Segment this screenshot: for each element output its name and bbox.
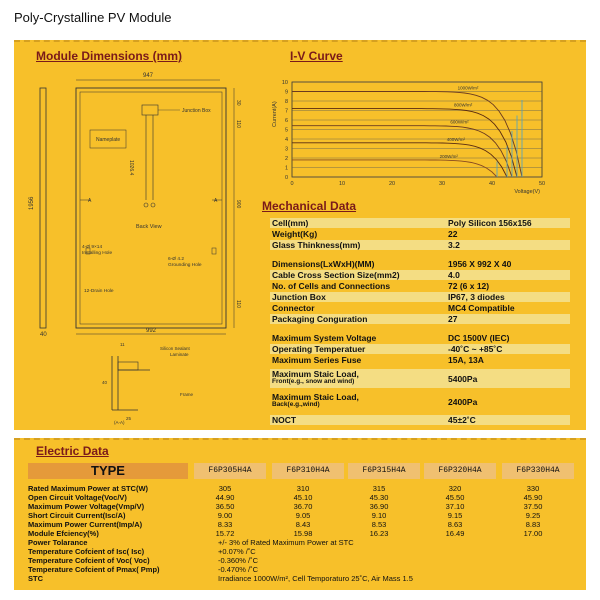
electric-value: 45.30 [369,493,389,502]
mechanical-value: 4.0 [448,270,460,280]
grounding-hole-label: 6-Ø 4.2 Grounding Hole [168,257,202,268]
dim-11: 11 [120,342,125,347]
mechanical-row [270,229,572,240]
model-header: F6P310H4A [272,463,344,479]
mechanical-key: Maximum System Voltage [272,333,377,343]
mechanical-value-bg [442,240,570,250]
electric-value: 305 [218,484,232,493]
mechanical-row [270,314,572,325]
iv-series-label: 600W/m² [450,119,469,125]
iv-y-label: Current(A) [272,101,278,127]
iv-x-tick: 50 [538,181,546,187]
page-title: Poly-Crystalline PV Module [14,10,172,25]
mechanical-key: Maximum Staic Load, [272,369,359,379]
mechanical-key-sub: Back(e.g.,wind) [272,401,320,408]
electric-value: 44.90 [215,493,235,502]
electric-span-value: +0.07% /˚C [218,547,256,556]
section-label: (A-A) [114,420,125,425]
mechanical-row [270,270,572,281]
mechanical-value: 3.2 [448,240,460,250]
right-dim-1: 30 [235,100,241,106]
mechanical-row [270,218,572,229]
model-header: F6P305H4A [194,463,266,479]
electric-key: Maximum Power Current(Imp/A) [28,520,143,529]
electric-value: 17.00 [523,529,543,538]
electric-row [28,565,568,574]
mechanical-key: Packaging Conguration [272,314,368,324]
silicon-sealant-label: Silicon Sealant [160,346,190,351]
electric-value: 9.00 [217,511,233,520]
electric-row [28,484,568,493]
iv-series-label: 800W/m² [454,102,473,108]
electric-row [28,547,568,556]
mechanical-value: IP67, 3 diodes [448,292,505,302]
mechanical-value: -40˚C ~ +85˚C [448,344,503,354]
electric-value: 45.10 [293,493,313,502]
electric-key: Maximum Power Voltage(Vmp/V) [28,502,145,511]
junction-box-label: Junction Box [182,108,211,114]
iv-y-tick: 0 [284,175,288,181]
width-top: 947 [142,73,154,79]
electric-row [28,556,568,565]
model-header: F6P320H4A [424,463,496,479]
electric-value: 15.98 [293,529,313,538]
model-header: F6P330H4A [502,463,574,479]
iv-x-tick: 40 [488,181,496,187]
mechanical-value-bg [442,270,570,280]
mechanical-row [270,303,572,314]
electric-heading: Electric Data [36,444,109,458]
iv-y-tick: 6 [284,118,288,124]
electric-value: 8.63 [447,520,463,529]
drain-hole-label: 12-Drain Hole [84,289,114,294]
iv-series-label: 400W/m² [446,136,466,142]
electric-value: 37.50 [523,502,543,511]
mechanical-row [270,333,572,344]
mechanical-row [270,369,572,389]
height-left: 1956 [29,196,35,210]
electric-row [28,493,568,502]
laminate-label: Laminate [170,352,189,357]
mechanical-value: 22 [448,229,458,239]
electric-row [28,529,568,538]
mechanical-value-bg [442,314,570,324]
mechanical-key: Maximum Staic Load, [272,392,359,402]
electric-value: 16.23 [369,529,389,538]
iv-y-tick: 8 [284,99,288,105]
width-bottom: 992 [145,328,157,334]
left-gap: 40 [40,332,47,338]
mechanical-key-sub: Front(e.g., snow and wind) [272,378,355,385]
electric-key: Open Circuit Voltage(Voc/V) [28,493,127,502]
back-view-label: Back View [136,224,162,230]
electric-value: 9.25 [525,511,541,520]
electric-value: 16.49 [445,529,465,538]
electric-key: Rated Maximum Power at STC(W) [28,484,149,493]
electric-value: 45.90 [523,493,543,502]
mechanical-key: Operating Temperatuer [272,344,366,354]
mechanical-value: 15A, 13A [448,355,484,365]
mechanical-value: 1956 X 992 X 40 [448,259,512,269]
right-dim-2: 110 [235,120,241,128]
type-header: TYPE [28,463,188,479]
electric-key: Power Tolarance [28,538,88,547]
iv-x-label: Voltage(V) [514,189,540,195]
electric-key: Module Efciency(%) [28,529,99,538]
electric-span-value: +/- 3% of Rated Maximum Power at STC [218,538,354,547]
section-a-right: A [214,198,218,204]
electric-value: 8.33 [217,520,233,529]
mechanical-value: 27 [448,314,458,324]
mechanical-value: 2400Pa [448,397,478,407]
electric-key: Temperature Cofcient of Voc( Voc) [28,556,150,565]
electric-value: 36.70 [293,502,313,511]
electric-value: 8.53 [371,520,387,529]
mechanical-row [270,392,572,412]
electric-key: STC [28,574,43,583]
mechanical-row [270,355,572,366]
mechanical-key: No. of Cells and Connections [272,281,391,291]
electric-span-value: -0.360% /˚C [218,556,259,565]
right-dim-5: 110 [235,300,241,308]
electric-value: 310 [296,484,310,493]
dim-40: 40 [102,380,108,385]
mechanical-value: DC 1500V (IEC) [448,333,510,343]
iv-y-tick: 5 [284,127,288,134]
mechanical-value: 5400Pa [448,374,478,384]
mechanical-key: Connector [272,303,315,313]
iv-x-tick: 0 [290,181,294,187]
mechanical-key: Weight(Kg) [272,229,318,239]
right-dim-4: 900 [235,200,241,209]
mechanical-value: Poly Silicon 156x156 [448,218,532,228]
mechanical-key: NOCT [272,415,297,425]
electric-value: 36.90 [369,502,389,511]
electric-value: 320 [448,484,462,493]
iv-x-tick: 30 [438,181,446,187]
frame-label: Frame [180,392,194,397]
mechanical-key: Junction Box [272,292,326,302]
mechanical-value: MC4 Compatible [448,303,515,313]
electric-value: 36.50 [215,502,235,511]
right-dim-3: 1026.4 [128,160,134,176]
electric-value: 330 [526,484,540,493]
iv-y-tick: 3 [284,146,288,153]
electric-key: Temperature Cofcient of Pmax( Pmp) [28,565,160,574]
electric-row [28,538,568,547]
iv-y-tick: 10 [281,80,288,86]
iv-x-tick: 10 [338,181,346,187]
electric-span-value: Irradiance 1000W/m², Cell Temporaturo 25˚C, Air Mass 1.5 [218,574,413,583]
mechanical-row [270,415,572,426]
electric-row [28,511,568,520]
mechanical-row [270,344,572,355]
iv-y-tick: 2 [284,156,288,162]
electric-span-value: -0.470% /˚C [218,565,259,574]
electric-value: 315 [372,484,386,493]
electric-value: 8.43 [295,520,311,529]
electric-value: 9.10 [371,511,387,520]
installing-hole-label: 4-Ø 9×14 Installing Hole [82,245,113,256]
electric-key: Short Circuit Current(Isc/A) [28,511,126,520]
iv-heading: I-V Curve [290,49,343,63]
section-a-left: A [88,198,92,204]
electric-value: 37.10 [445,502,465,511]
dim-25: 25 [126,416,132,421]
electric-value: 8.83 [525,520,541,529]
mechanical-value: 45±2˚C [448,415,476,425]
mechanical-value: 72 (6 x 12) [448,281,490,291]
model-header: F6P315H4A [348,463,420,479]
electric-key: Temperature Cofcient of Isc( Isc) [28,547,145,556]
mechanical-row [270,259,572,270]
iv-x-tick: 20 [388,181,396,187]
iv-y-tick: 7 [284,108,288,115]
mechanical-heading: Mechanical Data [262,199,357,213]
iv-y-tick: 4 [284,137,288,143]
electric-row [28,520,568,529]
mechanical-key: Glass Thinkness(mm) [272,240,361,250]
electric-value: 45.50 [445,493,465,502]
dimensions-heading: Module Dimensions (mm) [36,49,183,63]
mechanical-key: Cable Cross Section Size(mm2) [272,270,400,280]
iv-y-tick: 1 [284,165,288,172]
mechanical-key: Dimensions(LxWxH)(MM) [272,259,375,269]
electric-row [28,574,568,583]
nameplate-label: Nameplate [96,137,121,143]
iv-series-label: 200W/m² [439,153,458,159]
mechanical-row [270,292,572,303]
electric-value: 9.05 [295,511,311,520]
mechanical-key: Cell(mm) [272,218,309,228]
iv-chart [266,72,566,195]
electric-row [28,502,568,511]
mechanical-row [270,240,572,251]
electric-value: 9.15 [447,511,463,520]
mechanical-row [270,281,572,292]
mechanical-key: Maximum Series Fuse [272,355,362,365]
electric-value: 15.72 [215,529,235,538]
iv-series-label: 1000W/m² [457,85,479,91]
iv-y-tick: 9 [284,89,288,96]
dimension-drawing [30,70,262,425]
